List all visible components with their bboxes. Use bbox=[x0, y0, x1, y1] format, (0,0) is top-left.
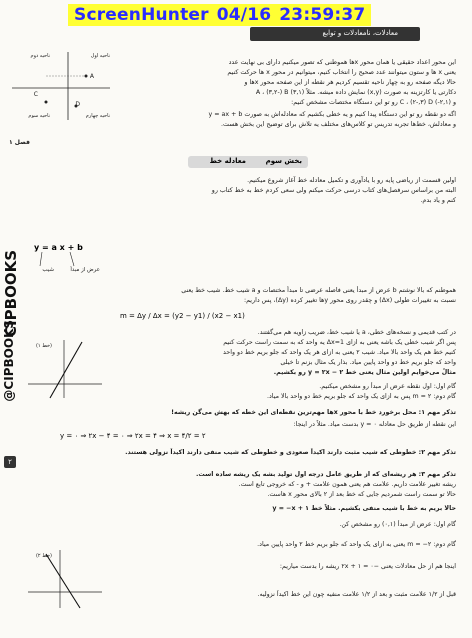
para-7: و معادلش، خط‌ها تجربه تدریس تو کلاس‌های مختلف یه تلاش برای توضیح این بخش هست. bbox=[221, 121, 456, 128]
para-2: یعنی x ها و ستون میتوانند عدد صحیح را انتخاب کنیم، میتوانیم در محور x ها حرکت کنیم bbox=[227, 69, 456, 76]
tip-3: تذکر مهم ۳: هر ریشه‌ای که از طریق عامل درجه اول تولید بشه یک ریشه ساده است. bbox=[196, 471, 456, 478]
para-1: این محور اعداد حقیقی یا همان محور xها هموطنی که تصور میکنیم دارای بی نهایت عدد bbox=[228, 59, 456, 66]
point-c-label: C bbox=[33, 91, 38, 98]
body4-line-2: پس اگر شیب خطی یک باشه یعنی به ازای Δx=1 یه واحد که به سمت راست حرکت کنیم bbox=[223, 339, 456, 346]
tip-1: تذکر مهم ۱: محل برخورد خط با محور xها مهم‌ترین نقطه‌ای این خطه که بهش می‌گن ریشه! bbox=[171, 409, 456, 416]
para-5: و (۲,۱-) C ، (۲-,۳) D رو تو این دستگاه مختصات مشخص کنیم: bbox=[291, 99, 456, 106]
banner-app: ScreenHunter bbox=[74, 5, 209, 25]
graph-1-label: (خط ۱) bbox=[35, 343, 52, 349]
graph-2-label: (خط ۲) bbox=[35, 553, 52, 559]
formula-slope-label: شیب bbox=[42, 267, 54, 273]
body7-line-4: قبل از ۱/۲ علامت مثبت و بعد از ۱/۲ علامت منفیه چون این خط اکیداً نزولیه. bbox=[257, 591, 456, 598]
body4-line-1: در کتب قدیمی و نسخه‌های خطی، a یا شیب خط، ضریب زاویه هم می‌گفتند. bbox=[257, 329, 456, 336]
quadrant-3-label: ناحیه سوم bbox=[28, 113, 50, 119]
para-4: دکارتی یا کارتزینه به صورت (x,y) نمایش داده میشه. مثلاً (۳,۱) A ، (۳,۲-) B bbox=[255, 89, 456, 96]
quadrant-4-label: ناحیه چهارم bbox=[85, 113, 110, 119]
body3-line-2: نسبت به تغییرات طولی (Δx) و چقدر روی محور yها تغییر کرده (Δy)، پس داریم: bbox=[244, 297, 456, 304]
body6-line-2: حالا تو سمت راست شمردیم جایی که خط بعد از ۲ بالای محور x هاست. bbox=[267, 491, 456, 498]
formula-intercept-label: عرض از مبدأ bbox=[70, 267, 100, 273]
body6-line-1: ریشه تغییر علامت داریم. علامت هم یعنی همون علامت + و - که خروجی تابع است. bbox=[238, 481, 456, 488]
quadrant-1-label: ناحیه اول bbox=[90, 53, 110, 59]
slope-formula: m = Δy / Δx = (y2 − y1) / (x2 − x1) bbox=[120, 312, 245, 320]
body6-line-3: حالا بریم به خط با شیب منفی بکشیم. مثلاً خط y = −x + ۱ bbox=[272, 505, 456, 512]
body2-line-2: البته من براساس سرفصل‌های کتاب درسی حرکت میکنم ولی سعی کردم خط به خط کتاب رو bbox=[211, 187, 456, 194]
banner-date: 04/16 bbox=[216, 5, 272, 25]
para-3: حالا دیگه صفحه رو به چهار ناحیه تقسیم کردیم هر نقطه از این صفحه محور xها و bbox=[244, 79, 456, 86]
tip-2: تذکر مهم ۲: خطوطی که شیب مثبت دارند اکیداً صعودی و خطوطی که شیب منفی دارند اکیداً نزولی هستند. bbox=[125, 449, 456, 456]
quadrant-2-label: ناحیه دوم bbox=[30, 53, 50, 59]
line-formula: y = a x + b bbox=[34, 243, 83, 252]
page-number: ۲ bbox=[4, 456, 16, 468]
section-subtitle: معادله خط bbox=[209, 157, 246, 165]
point-a-label: A bbox=[89, 73, 94, 80]
tip-1-line-2: این نقطه از طریق حل معادله y = ۰ بدست میاد. مثلاً در اینجا: bbox=[293, 421, 456, 428]
chapter-header-bar bbox=[250, 27, 420, 41]
body7-line-1: گام اول: عرض از مبدأ (۰,۱) رو مشخص کن. bbox=[339, 521, 456, 528]
body5-line-2: گام دوم: m = ۲ پس به ازای یک واحد که جلو بریم خط دو واحد بالا میاد. bbox=[267, 393, 456, 400]
chapter-title: معادلات، نامعادلات و توابع bbox=[322, 29, 398, 37]
body3-line-1: هموطنم که بالا نوشتم b عرض از مبدأ یعنی فاصله عرضی تا مبدأ مختصات و a شیب خط. شیب خط یعنی bbox=[181, 287, 456, 294]
body7-line-3: اینجا هم از حل معادلات یعنی −۲x + ۱ = ۰ ریشه را بدست میاریم: bbox=[279, 563, 456, 570]
body4-line-5: مثالً می‌خوایم اولین مثال یعنی خط y = ۲x − ۲ رو بکشیم. bbox=[273, 369, 456, 376]
banner-time: 23:59:37 bbox=[279, 5, 366, 25]
sidebar-handle: @CIPBOOKS bbox=[2, 320, 16, 402]
section-title: بخش سوم bbox=[265, 157, 302, 165]
section-label: فصل ۱ bbox=[9, 139, 30, 146]
body4-line-3: کنیم خط هم یک واحد بالا میاد. شیب ۲ یعنی به ازای هر یک واحد که جلو بریم خط دو واحد bbox=[223, 349, 456, 356]
point-d-label: D bbox=[75, 101, 80, 108]
sidebar-brand: CIPBOOKS bbox=[2, 250, 20, 337]
screenhunter-banner bbox=[68, 4, 371, 26]
body4-line-4: واحد که جلو بریم خط دو واحد پایین میاد. بذار یک مثال بزنم تا خیلی bbox=[280, 359, 456, 366]
body7-line-2: گام دوم: m = −۲ یعنی به ازای یک واحد که جلو بریم خط ۲ واحد پایین میاد. bbox=[257, 541, 456, 548]
body5-line-1: گام اول: اول نقطه عرض از مبدأ رو مشخص میکنیم. bbox=[319, 383, 456, 390]
root-equation: y = ۰ ⇒ ۲x − ۴ = ۰ ⇒ ۲x = ۴ ⇒ x = ۴/۲ = ۲ bbox=[60, 432, 206, 440]
body2-line-3: کنم و یاد بدم. bbox=[420, 197, 456, 204]
body2-line-1: اولین قسمت از ریاضی پایه رو با یادآوری و تکمیل معادله خط آغاز شروع میکنیم. bbox=[247, 177, 456, 184]
para-6: اگه دو نقطه رو تو این دستگاه پیدا کنیم و یه خطی بکشیم که معادله‌اش به صورت y = ax + b bbox=[208, 111, 456, 118]
sidebar-handle-wrap bbox=[2, 320, 16, 402]
section-header bbox=[188, 156, 308, 168]
